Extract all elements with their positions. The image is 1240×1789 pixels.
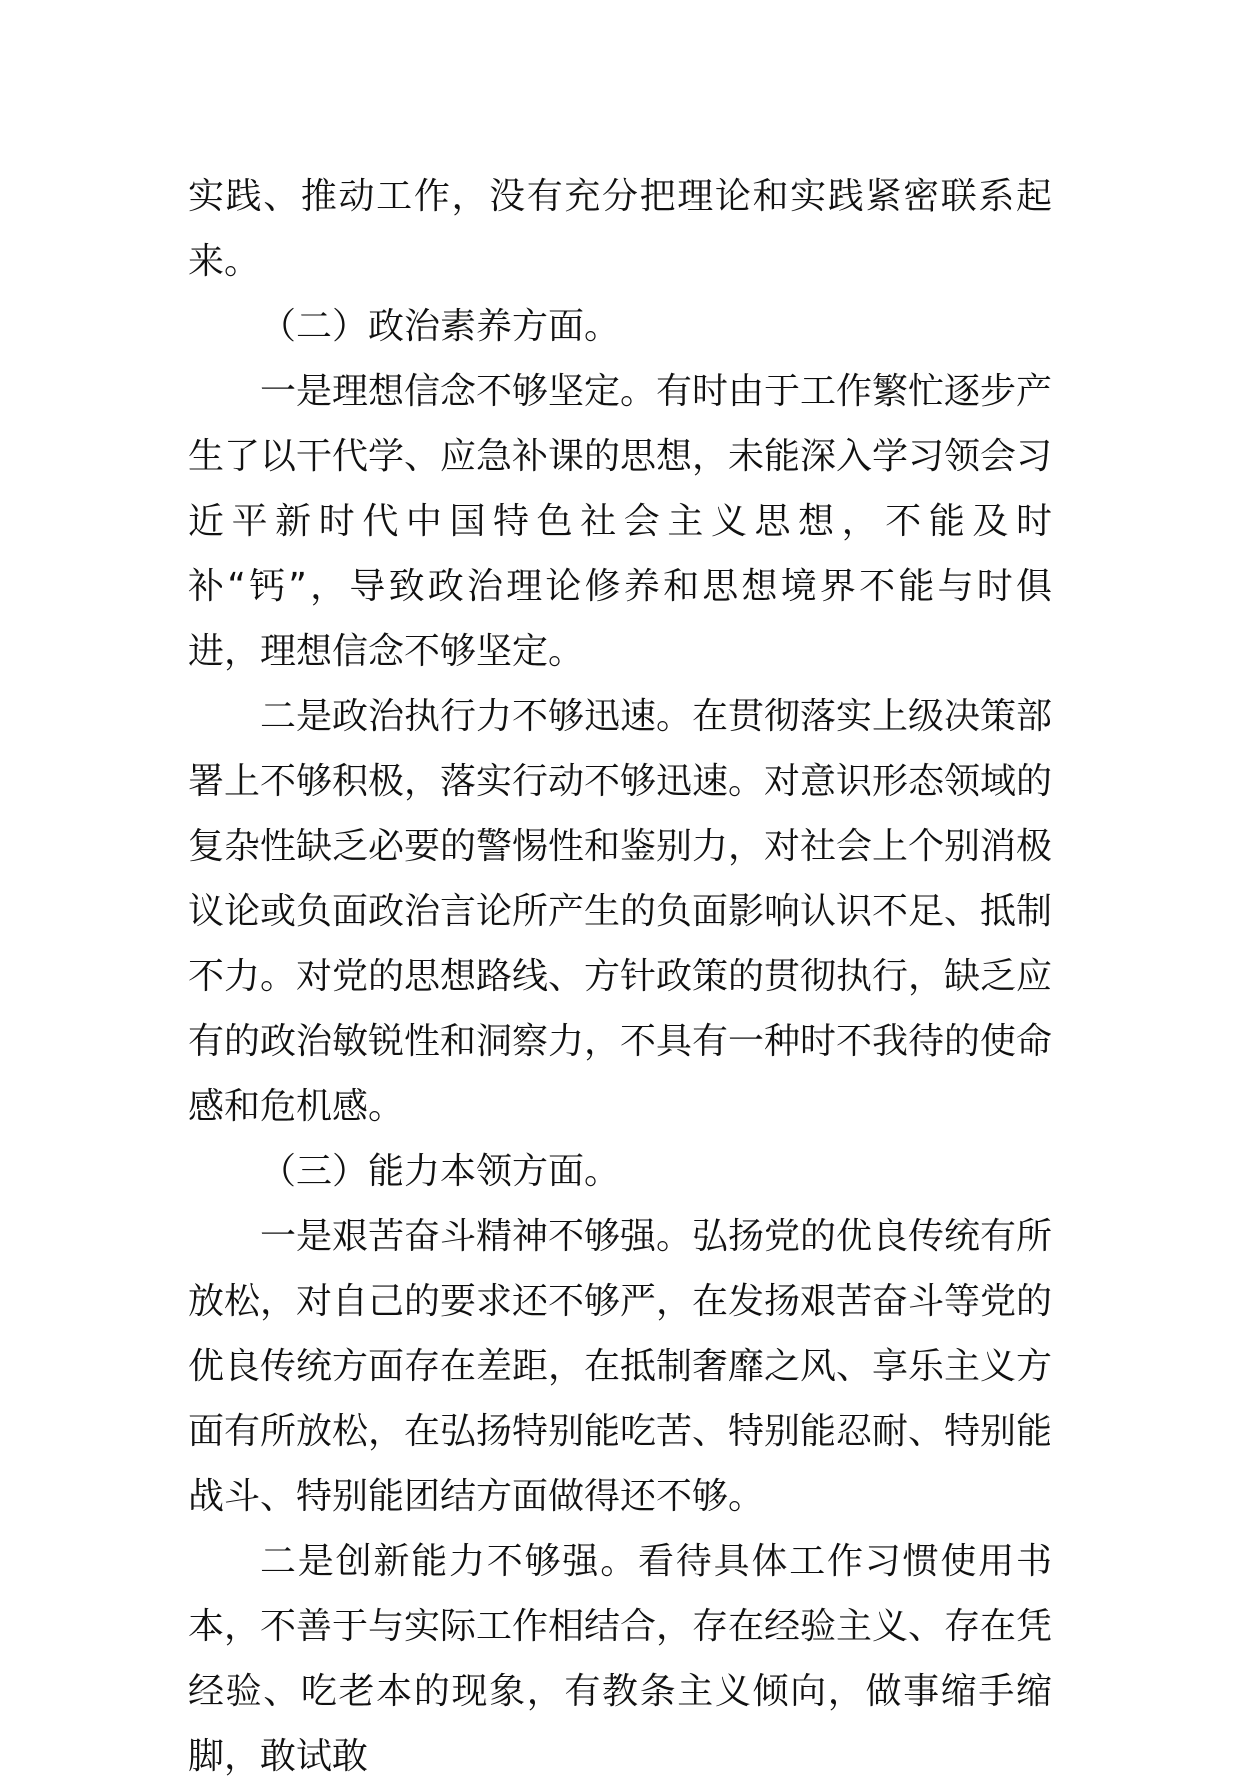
section-heading-political-quality: （二）政治素养方面。 [260, 306, 621, 347]
section-heading-ability: （三）能力本领方面。 [260, 1151, 621, 1192]
document-page [188, 164, 1052, 1789]
paragraph-hard-work-spirit: 一是艰苦奋斗精神不够强。弘扬党的优良传统有所放松，对自己的要求还不够严，在发扬艰苦奋斗等党的优良传统方面存在差距，在抵制奢靡之风、享乐主义方面有所放松，在弘扬特别能吃苦、特别能忍耐、特别能战斗、特别能团结方面做得还不够。 [188, 1216, 1053, 1517]
paragraph-innovation-ability: 二是创新能力不够强。看待具体工作习惯使用书本，不善于与实际工作相结合，存在经验主义、存在凭经验、吃老本的现象，有教条主义倾向，做事缩手缩脚，敢试敢 [188, 1541, 1053, 1777]
paragraph-political-execution: 二是政治执行力不够迅速。在贯彻落实上级决策部署上不够积极，落实行动不够迅速。对意识形态领域的复杂性缺乏必要的警惕性和鉴别力，对社会上个别消极议论或负面政治言论所产生的负面影响认识不足、抵制不力。对党的思想路线、方针政策的贯彻执行，缺乏应有的政治敏锐性和洞察力，不具有一种时不我待的使命感和危机感。 [188, 696, 1053, 1127]
paragraph-ideals-beliefs: 一是理想信念不够坚定。有时由于工作繁忙逐步产生了以干代学、应急补课的思想，未能深入学习领会习近平新时代中国特色社会主义思想，不能及时补“钙”，导致政治理论修养和思想境界不能与时俱进，理想信念不够坚定。 [188, 371, 1053, 672]
paragraph-continuation: 实践、推动工作，没有充分把理论和实践紧密联系起来。 [188, 176, 1052, 282]
